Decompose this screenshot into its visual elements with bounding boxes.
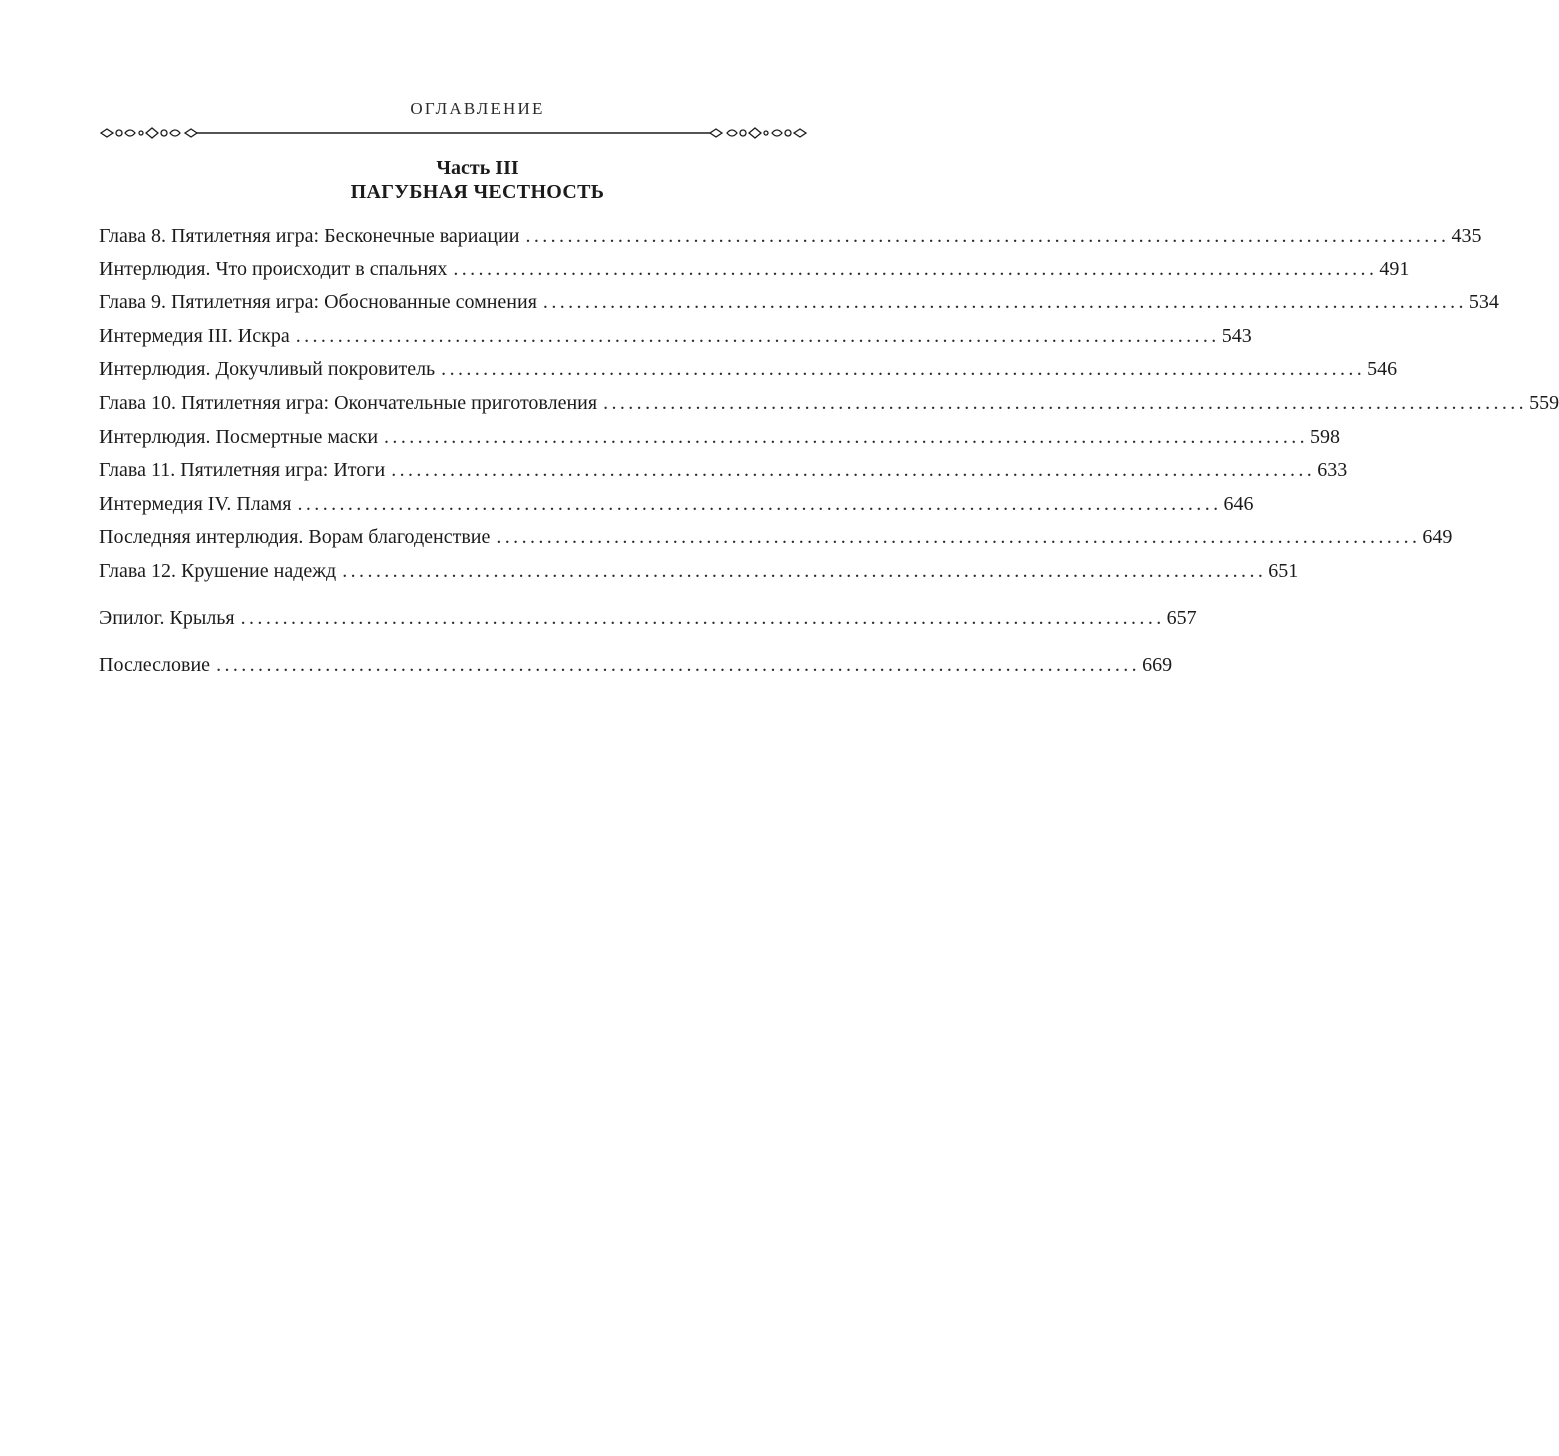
toc-leader-dots: .............................................................................................................. xyxy=(295,325,1220,347)
toc-entry[interactable] xyxy=(99,287,1499,317)
toc-entry-title: Интерлюдия. Что происходит в спальнях xyxy=(99,254,453,284)
toc-entry[interactable] xyxy=(99,556,1299,586)
toc-entry-page: 657 xyxy=(1166,607,1197,629)
toc-entry-title: Глава 11. Пятилетняя игра: Итоги xyxy=(99,455,391,485)
toc-entry[interactable] xyxy=(99,489,1254,519)
toc-leader-dots: .............................................................................................................. xyxy=(542,291,1467,313)
toc-entry-page: 543 xyxy=(1221,325,1252,347)
toc-entry[interactable] xyxy=(99,522,1453,552)
toc-entry-page: 546 xyxy=(1367,358,1398,380)
toc-leader-dots: .............................................................................................................. xyxy=(216,654,1141,676)
toc-leader-dots: .............................................................................................................. xyxy=(441,358,1366,380)
toc-entry[interactable] xyxy=(99,354,1398,384)
part-title: ПАГУБНАЯ ЧЕСТНОСТЬ xyxy=(350,181,605,203)
toc-leader-dots: .............................................................................................................. xyxy=(496,526,1421,548)
toc-entry[interactable] xyxy=(99,254,1410,284)
toc-entry-page: 669 xyxy=(1142,654,1173,676)
toc-entry[interactable] xyxy=(99,321,1252,351)
toc-entry[interactable] xyxy=(99,650,1173,680)
toc-entry-page: 598 xyxy=(1310,426,1341,448)
toc-entry-title: Последняя интерлюдия. Ворам благоденствие xyxy=(99,522,496,552)
toc-entry-title: Глава 8. Пятилетняя игра: Бесконечные вариации xyxy=(99,221,525,251)
toc-leader-dots: .............................................................................................................. xyxy=(391,459,1316,481)
toc-entry-title: Интерлюдия. Посмертные маски xyxy=(99,422,384,452)
toc-entry-page: 435 xyxy=(1451,225,1482,247)
ornamental-divider xyxy=(99,123,808,143)
toc-entry-title: Эпилог. Крылья xyxy=(99,603,241,633)
toc-entry-title: Глава 9. Пятилетняя игра: Обоснованные сомнения xyxy=(99,287,543,317)
toc-entry-page: 651 xyxy=(1268,560,1299,582)
toc-leader-dots: .............................................................................................................. xyxy=(297,493,1222,515)
toc-entry-title: Интермедия III. Искра xyxy=(99,321,296,351)
toc-entry[interactable] xyxy=(99,388,1559,418)
toc-entry-title: Глава 10. Пятилетняя игра: Окончательные приготовления xyxy=(99,388,603,418)
toc-entry-title: Интерлюдия. Докучливый покровитель xyxy=(99,354,441,384)
toc-entry-page: 534 xyxy=(1468,291,1499,313)
toc-leader-dots: .............................................................................................................. xyxy=(384,426,1309,448)
toc-leader-dots: .............................................................................................................. xyxy=(240,607,1165,629)
toc-entry-title: Интермедия IV. Пламя xyxy=(99,489,298,519)
toc-entry-page: 491 xyxy=(1379,258,1410,280)
toc-leader-dots: .............................................................................................................. xyxy=(525,225,1450,247)
toc-entry-page: 559 xyxy=(1529,392,1559,414)
toc-leader-dots: .............................................................................................................. xyxy=(603,392,1528,414)
toc-entry-title: Глава 12. Крушение надежд xyxy=(99,556,342,586)
toc-entry[interactable] xyxy=(99,455,1348,485)
toc-entry-page: 633 xyxy=(1317,459,1348,481)
running-head: ОГЛАВЛЕНИЕ xyxy=(410,99,545,118)
toc-entry-page: 646 xyxy=(1223,493,1254,515)
toc-leader-dots: .............................................................................................................. xyxy=(342,560,1267,582)
toc-entry[interactable] xyxy=(99,603,1197,633)
toc-entry-title: Послесловие xyxy=(99,650,216,680)
part-number: Часть III xyxy=(436,157,519,179)
toc-entry[interactable] xyxy=(99,221,1482,251)
toc-entry-page: 649 xyxy=(1422,526,1453,548)
toc-entry[interactable] xyxy=(99,422,1341,452)
toc-leader-dots: .............................................................................................................. xyxy=(453,258,1378,280)
